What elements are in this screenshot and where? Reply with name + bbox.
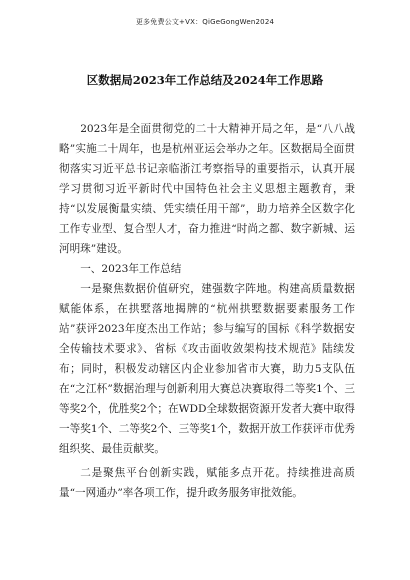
section-heading: 一、2023年工作总结 xyxy=(80,263,182,275)
body-paragraph: 一是聚焦数据价值研究，建强数字阵地。构建高质量数据赋能体系，在拱墅落地揭牌的“杭州拱墅数据要素服务工作站”获评2023年度杰出工作站；参与编写的国标《科学数据安全传输技术要求》、省标《攻击面收敛架构技术规范》陆续发布；同时，积极发动辖区内企业参加省市大赛，助力5支队伍在“之江杯”数据治理与创新利用大赛总决赛取得二等奖1个、三等奖2个，优胜奖2个；在WDD全球数据资源开发者大赛中取得一等奖1个、二等奖2个、三等奖1个，数据开放工作获评市优秀组织奖、最佳贡献奖。 xyxy=(59,283,355,455)
document-title: 区数据局2023年工作总结及2024年工作思路 xyxy=(86,73,324,87)
document-body xyxy=(59,119,355,503)
page-header-note: 更多免费公文+VX：QiGeGongWen2024 xyxy=(135,18,275,26)
intro-paragraph: 2023年是全面贯彻党的二十大精神开局之年，是“八八战略”实施二十周年，也是杭州亚运会举办之年。区数据局全面贯彻落实习近平总书记亲临浙江考察指导的重要指示，认真开展学习贯彻习近平新时代中国特色社会主义思想主题教育，秉持“以发展衡量实绩、凭实绩任用干部”，助力培养全区数字化工作专业型、复合型人才，奋力推进“时尚之都、数字新城、运河明珠”建设。 xyxy=(59,123,355,255)
body-paragraph: 二是聚焦平台创新实践，赋能多点开花。持续推进高质量“一网通办”率各项工作，提升政务服务审批效能。 xyxy=(59,467,355,499)
